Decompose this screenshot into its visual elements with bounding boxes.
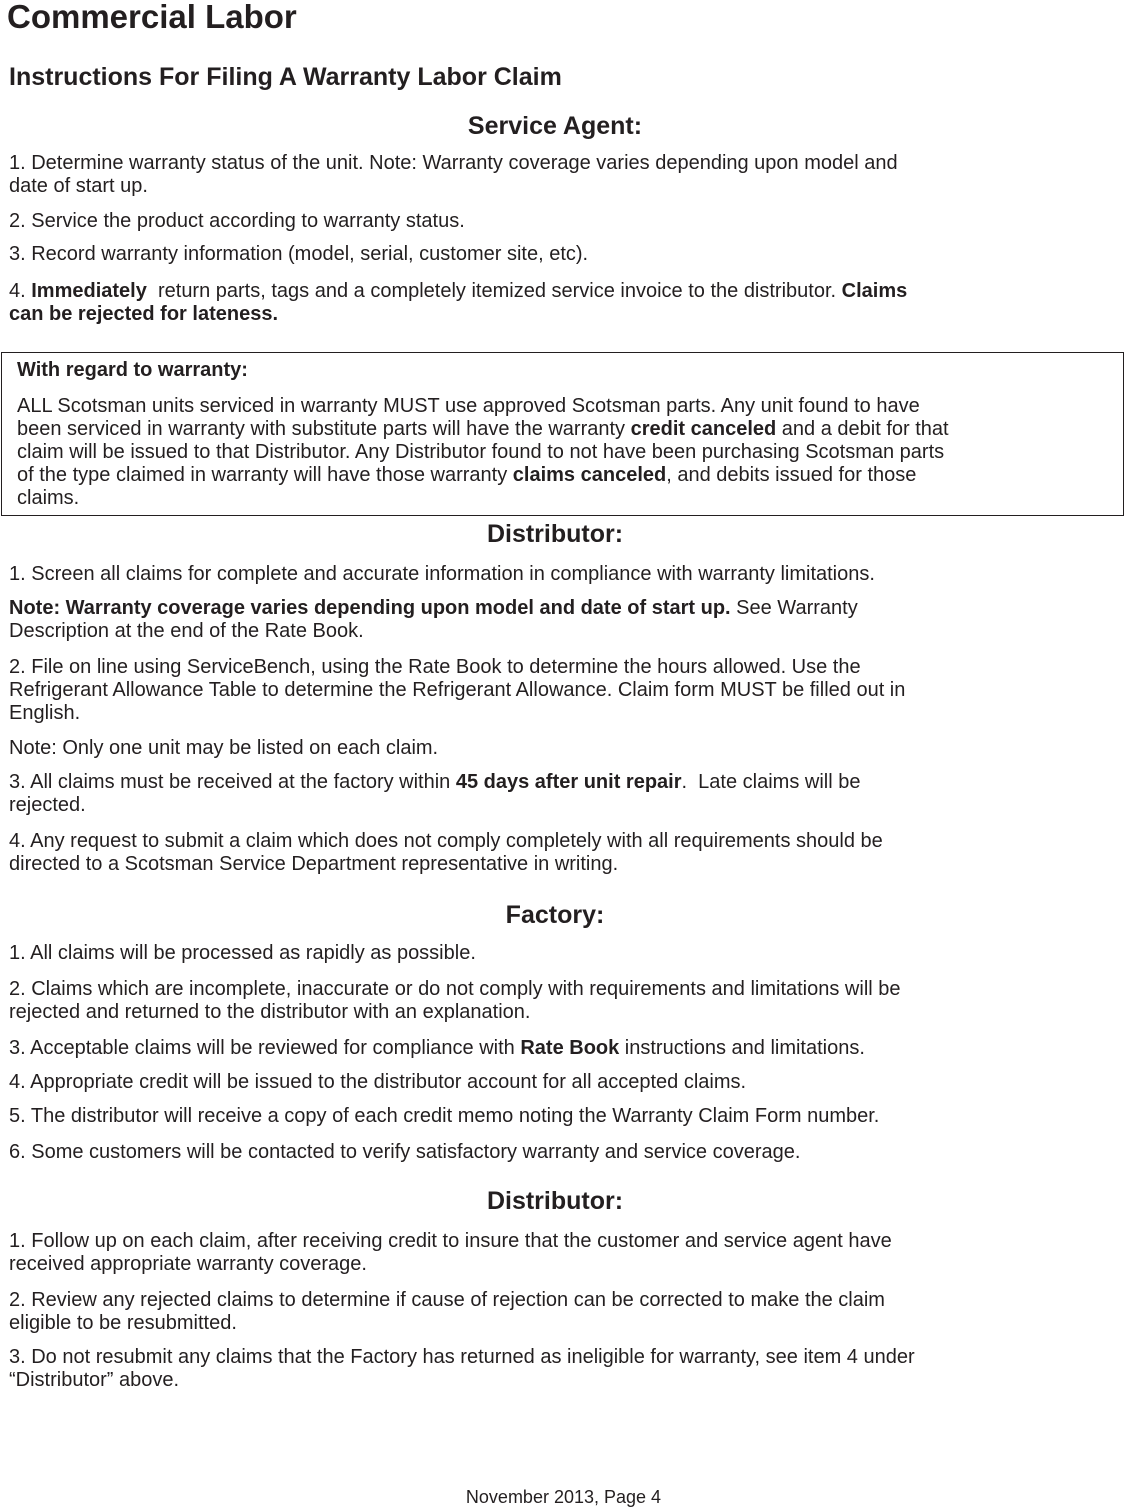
warranty-box-text: ALL Scotsman units serviced in warranty MUST use approved Scotsman parts. Any unit found to have been serviced in warranty with substitute parts will have the warranty credit canceled and a debit for that claim will be issued to that Distributor. Any Distributor found to not have been purchasing Scotsman parts of the type claimed in warranty will have those warranty claims canceled, and debits issued for those claims. [17,395,949,509]
section-heading-distributor: Distributor: [486,520,624,548]
list-item: 3. Do not resubmit any claims that the Factory has returned as ineligible for warranty, see item 4 under “Distributor” above. [9,1346,915,1391]
list-item: 3. Record warranty information (model, serial, customer site, etc). [9,243,589,265]
list-item: 3. All claims must be received at the factory within 45 days after unit repair. Late claims will be rejected. [9,771,861,816]
note: Note: Only one unit may be listed on each claim. [9,737,439,759]
section-heading-factory: Factory: [505,901,605,929]
list-item: 1. Determine warranty status of the unit. Note: Warranty coverage varies depending upon model and date of start up. [9,152,898,197]
list-item: 4. Any request to submit a claim which does not comply completely with all requirements should be directed to a Scotsman Service Department representative in writing. [9,830,883,875]
note: Note: Warranty coverage varies depending upon model and date of start up. See Warranty Description at the end of the Rate Book. [9,597,858,642]
page-footer: November 2013, Page 4 [465,1487,662,1507]
list-item: 2. Claims which are incomplete, inaccurate or do not comply with requirements and limitations will be rejected and returned to the distributor with an explanation. [9,978,901,1023]
list-item: 1. Follow up on each claim, after receiving credit to insure that the customer and service agent have received appropriate warranty coverage. [9,1230,892,1275]
list-item: 1. All claims will be processed as rapidly as possible. [9,942,476,964]
list-item: 2. Review any rejected claims to determine if cause of rejection can be corrected to make the claim eligible to be resubmitted. [9,1289,885,1334]
list-item: 5. The distributor will receive a copy of each credit memo noting the Warranty Claim Form number. [9,1105,880,1127]
list-item: 2. Service the product according to warranty status. [9,210,465,232]
section-heading-distributor-followup: Distributor: [486,1187,624,1215]
list-item: 2. File on line using ServiceBench, using the Rate Book to determine the hours allowed. Use the Refrigerant Allowance Table to determine the Refrigerant Allowance. Claim form MUST be filled out in English. [9,656,906,724]
section-heading-service-agent: Service Agent: [467,112,643,140]
page-subtitle: Instructions For Filing A Warranty Labor Claim [9,63,562,91]
list-item: 6. Some customers will be contacted to verify satisfactory warranty and service coverage. [9,1141,801,1163]
warranty-box-heading: With regard to warranty: [17,359,248,381]
page-title: Commercial Labor [7,0,297,35]
list-item: 4. Immediately return parts, tags and a completely itemized service invoice to the distributor. Claims can be rejected for lateness. [9,280,908,325]
list-item: 1. Screen all claims for complete and accurate information in compliance with warranty limitations. [9,563,875,585]
list-item: 4. Appropriate credit will be issued to the distributor account for all accepted claims. [9,1071,747,1093]
list-item: 3. Acceptable claims will be reviewed for compliance with Rate Book instructions and limitations. [9,1037,865,1059]
